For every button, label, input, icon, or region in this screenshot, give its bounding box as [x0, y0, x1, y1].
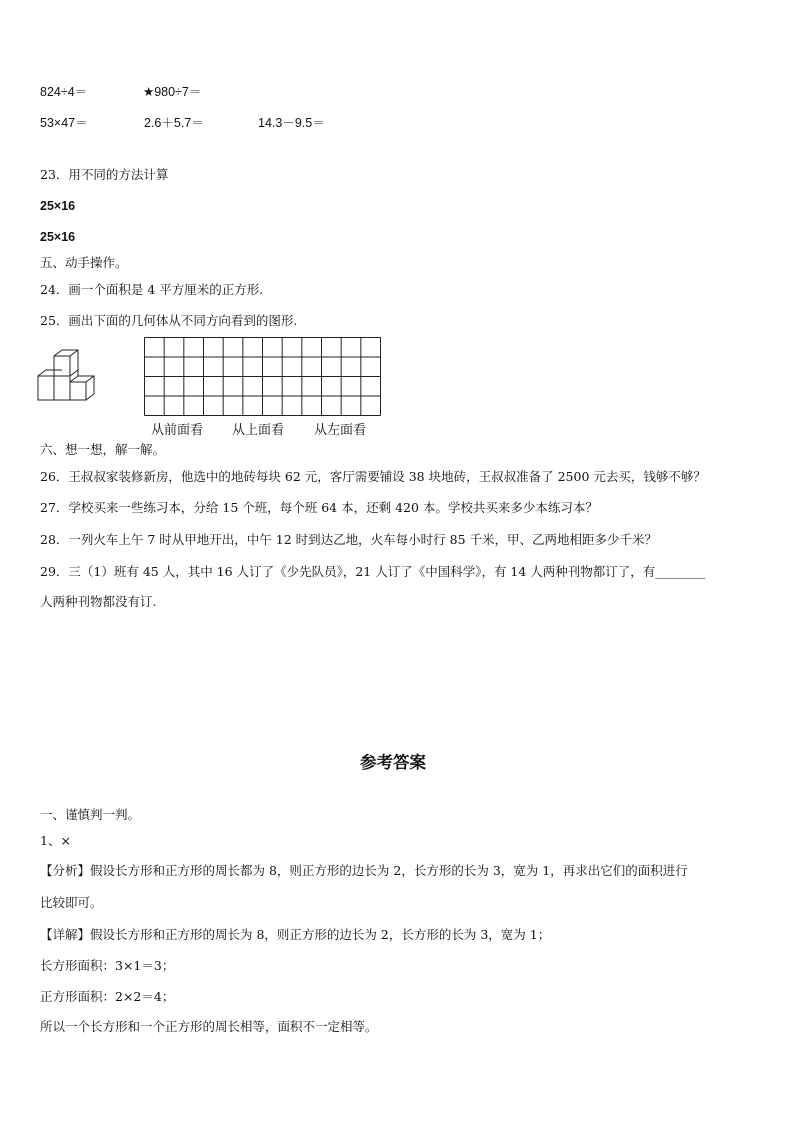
view-label-left: 从左面看 [314, 423, 367, 438]
question-25: 25．画出下面的几何体从不同方向看到的图形. [40, 313, 298, 328]
section-5-heading: 五、动手操作。 [40, 255, 128, 270]
square-area: 正方形面积：2×2＝4； [40, 989, 175, 1004]
question-29-line-2: 人两种刊物都没有订. [40, 594, 157, 609]
calc-item-3: 53×47＝ [40, 116, 88, 130]
calc-item-5: 14.3－9.5＝ [258, 116, 325, 130]
calc-item-1: 824÷4＝ [40, 85, 88, 99]
question-29-line-1: 29．三（1）班有 45 人，其中 16 人订了《少先队员》，21 人订了《中国科学》，有 14 人两种刊物都订了，有________ [40, 564, 706, 579]
question-23: 23．用不同的方法计算 [40, 167, 169, 182]
question-28: 28．一列火车上午 7 时从甲地开出，中午 12 时到达乙地，火车每小时行 85 千米，甲、乙两地相距多少千米？ [40, 532, 658, 547]
answer-title: 参考答案 [360, 753, 426, 772]
question-27: 27．学校买来一些练习本，分给 15 个班，每个班 64 本，还剩 420 本。学校共买来多少本练习本？ [40, 500, 598, 515]
cube-solid-figure [36, 352, 108, 408]
q23-expression-1: 25×16 [40, 199, 76, 213]
calc-item-4: 2.6＋5.7＝ [144, 116, 204, 130]
q23-expression-2: 25×16 [40, 230, 76, 244]
analysis-line-2: 比较即可。 [40, 895, 103, 910]
section-6-heading: 六、想一想，解一解。 [40, 442, 166, 457]
drawing-grid[interactable] [144, 337, 381, 416]
detail-line: 【详解】假设长方形和正方形的周长为 8，则正方形的边长为 2，长方形的长为 3，宽为 1； [40, 927, 551, 942]
question-24: 24．画一个面积是 4 平方厘米的正方形. [40, 282, 264, 297]
view-label-top: 从上面看 [232, 423, 285, 438]
question-26: 26．王叔叔家装修新房，他选中的地砖每块 62 元，客厅需要铺设 38 块地砖，王叔叔准备了 2500 元去买，钱够不够？ [40, 469, 706, 484]
analysis-line-1: 【分析】假设长方形和正方形的周长都为 8，则正方形的边长为 2，长方形的长为 3，宽为 1，再求出它们的面积进行 [40, 863, 688, 878]
answer-section-1: 一、谨慎判一判。 [40, 807, 141, 822]
calc-item-2: ★980÷7＝ [143, 85, 202, 99]
conclusion: 所以一个长方形和一个正方形的周长相等，面积不一定相等。 [40, 1019, 378, 1034]
rectangle-area: 长方形面积：3×1＝3； [40, 958, 175, 973]
view-label-front: 从前面看 [151, 423, 204, 438]
answer-1: 1、× [40, 833, 71, 848]
